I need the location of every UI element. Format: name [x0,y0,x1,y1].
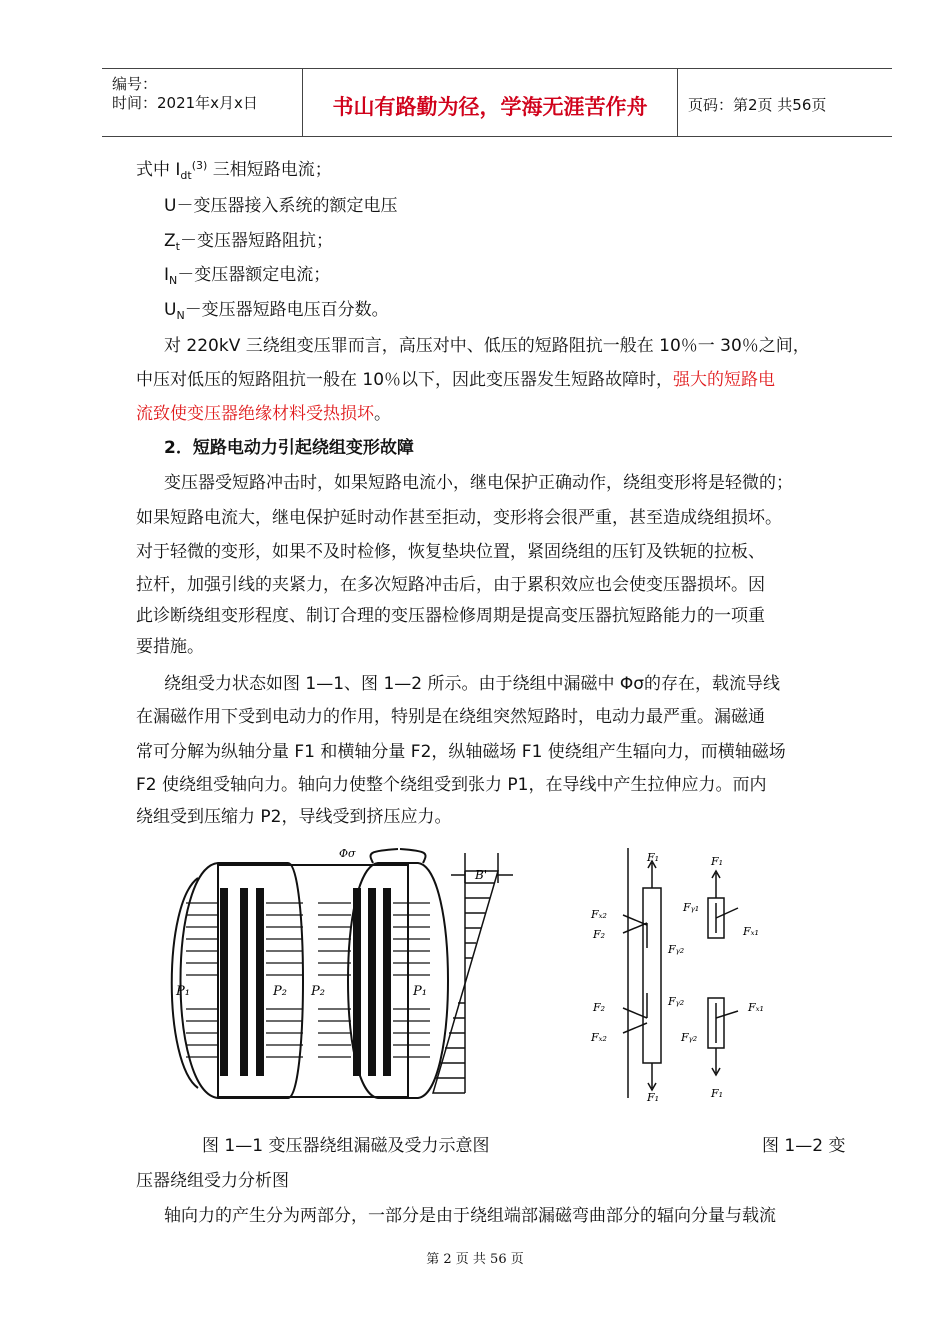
def-un-sub: N [176,309,185,322]
figure-1-2-fy1-label: Fᵧ₁ [683,901,700,914]
def-zt-sub: t [175,240,180,253]
figure-1-2-fx2-bottom-label: Fₓ₂ [591,1031,607,1044]
figure-1-2-f2-bottom-label: F₂ [593,1001,606,1014]
para1-line3 [136,403,391,425]
header-slogan: 书山有路勤为径，学海无涯苦作舟 [332,95,648,119]
header-left-cell [102,69,303,136]
para2-line: 拉杆，加强引线的夹紧力，在多次短路冲击后，由于累积效应也会使变压器损坏。因 [136,575,765,595]
time-label: 时间：2021年x月x日 [112,94,258,112]
para3-line: 绕组受力状态如图 1—1、图 1—2 所示。由于绕组中漏磁中 Φσ的存在，载流导线 [164,674,781,694]
page-footer: 第 2 页 共 56 页 [426,1252,524,1267]
para3-line: 常可分解为纵轴分量 F1 和横轴分量 F2，纵轴磁场 F1 使绕组产生辐向力，而横轴磁场 [136,742,786,762]
figure-1-1-p1-right-label: P₁ [413,984,427,999]
number-label: 编号： [112,75,158,93]
def-idt-sup: (3) [191,159,208,172]
figure-1-2-caption-b: 压器绕组受力分析图 [136,1171,289,1191]
def-zt-symbol: Z [164,231,176,251]
para3-line: 绕组受到压缩力 P2，导线受到挤压应力。 [136,807,452,827]
para2-line: 对于轻微的变形，如果不及时检修，恢复垫块位置，紧固绕组的压钉及铁轭的拉板、 [136,542,765,562]
figure-1-2-fx1-bottom-label: Fₓ₁ [748,1001,764,1014]
def-un-text: －变压器短路电压百分数。 [184,300,389,320]
page-number-label: 页码：第2页 共56页 [688,96,827,114]
def-idt-symbol: 式中 I [136,160,181,180]
figure-1-2-f1-small-label: F₁ [711,855,724,868]
para3-line: F2 使绕组受轴向力。轴向力使整个绕组受到张力 P1，在导线中产生拉伸应力。而内 [136,775,767,795]
para2-line: 要措施。 [136,637,204,657]
figure-1-2-f1-small-bottom-label: F₁ [711,1087,724,1100]
para3-line: 在漏磁作用下受到电动力的作用，特别是在绕组突然短路时，电动力最严重。漏磁通 [136,707,765,727]
figure-1-2-fy2-bottom-label: Fᵧ₂ [681,1031,698,1044]
figure-1-2-f1-bottom-label: F₁ [647,1091,660,1103]
header-right-cell [678,69,892,136]
para2-line: 变压器受短路冲击时，如果短路电流小，继电保护正确动作，绕组变形将是轻微的； [164,473,793,493]
figure-1-2-caption-a: 图 1—2 变 [762,1136,846,1156]
def-line-un [164,299,389,323]
figure-1-2-fy2-top-label: Fᵧ₂ [668,943,685,956]
figure-1-1-p2-left-label: P₂ [273,984,287,999]
section-heading-2: 2．短路电动力引起绕组变形故障 [164,438,414,458]
para2-line: 此诊断绕组变形程度、制订合理的变压器检修周期是提高变压器抗短路能力的一项重 [136,606,765,626]
para1-line3-end: 。 [374,404,391,424]
figure-1-1-p2-right-label: P₂ [311,984,325,999]
def-idt-sub: dt [180,169,192,182]
def-in-sub: N [169,274,178,287]
figure-1-1-phi-label: Φσ [339,847,356,860]
def-idt-text: 三相短路电流； [212,160,332,180]
figure-1-1-b-label: B' [475,868,488,882]
para1-line2 [136,369,775,391]
para1-line3-highlight: 流致使变压器绝缘材料受热损坏 [136,404,374,424]
def-zt-text: －变压器短路阻抗； [179,231,333,251]
def-in-text: －变压器额定电流； [177,265,331,285]
def-un-symbol: U [164,300,177,320]
figure-1-2-force-analysis-diagram [583,843,793,1103]
page-header [102,68,892,137]
figure-1-2-fy2-mid-label: Fᵧ₂ [668,995,685,1008]
figure-1-1-p1-left-label: P₁ [176,984,190,999]
para2-line: 如果短路电流大，继电保护延时动作甚至拒动，变形将会很严重，甚至造成绕组损坏。 [136,508,782,528]
figure-1-2-fx1-top-label: Fₓ₁ [743,925,759,938]
para1-line2-text: 中压对低压的短路阻抗一般在 10％以下，因此变压器发生短路故障时， [136,370,674,390]
def-in-symbol: I [164,265,170,285]
figure-1-1-caption: 图 1—1 变压器绕组漏磁及受力示意图 [202,1136,490,1156]
def-line-in [164,264,330,288]
figure-1-2-f1-top-label: F₁ [647,851,660,864]
def-line-u: U－变压器接入系统的额定电压 [164,196,398,216]
para1-line1: 对 220kV 三绕组变压罪而言，高压对中、低压的短路阻抗一般在 10％一 30％之间， [164,336,810,356]
para1-line2-highlight: 强大的短路电 [673,370,776,390]
def-line-idt [136,159,332,183]
def-line-zt [164,230,333,254]
header-center-cell [303,69,678,136]
figure-1-2-fx2-top-label: Fₓ₂ [591,908,607,921]
figure-1-2-f2-top-label: F₂ [593,928,606,941]
para4-line: 轴向力的产生分为两部分，一部分是由于绕组端部漏磁弯曲部分的辐向分量与载流 [164,1206,776,1226]
figure-1-1-winding-leakage-diagram [168,843,538,1118]
